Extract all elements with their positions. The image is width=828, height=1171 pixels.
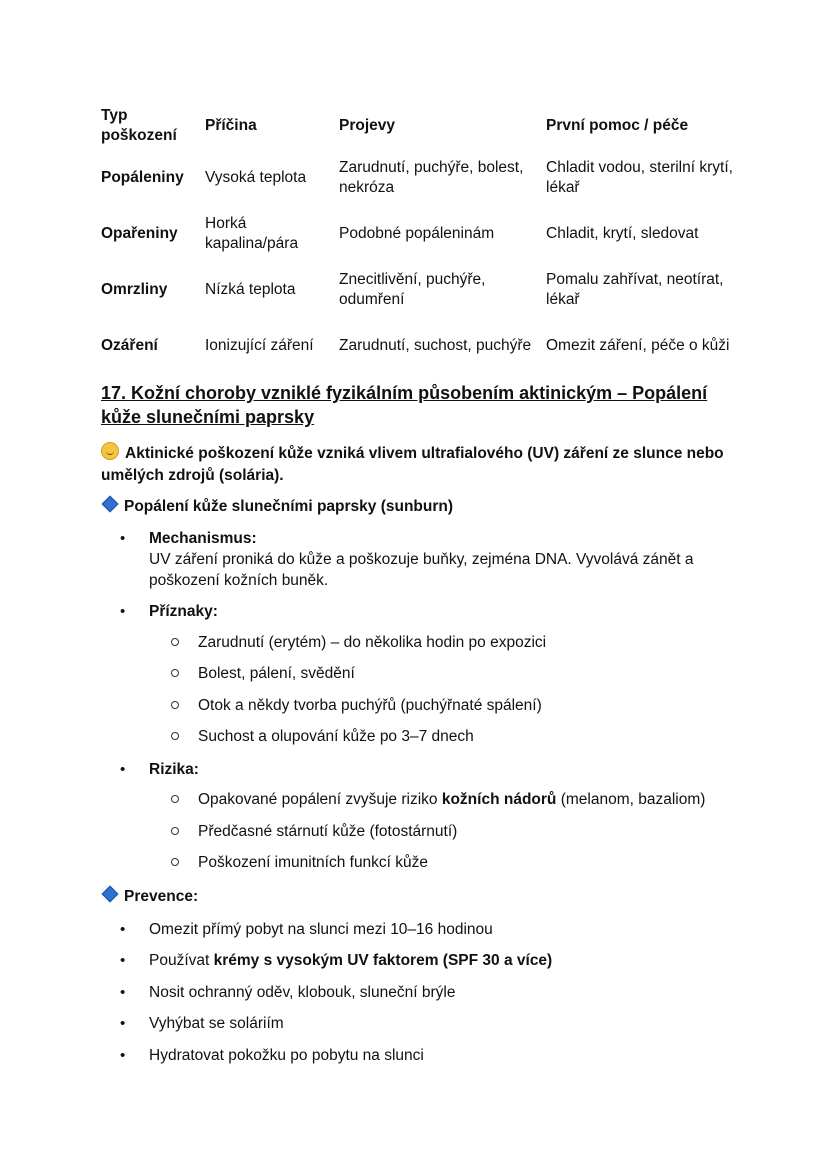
- diamond-icon: [102, 496, 119, 513]
- table-cell: Omezit záření, péče o kůži: [546, 337, 730, 354]
- bullet-icon: •: [120, 603, 126, 620]
- circle-bullet-icon: [171, 638, 179, 646]
- bullet-icon: •: [120, 530, 126, 547]
- circle-bullet-icon: [171, 732, 179, 740]
- table-row: [101, 318, 741, 374]
- subsection-title: Popálení kůže slunečními paprsky (sunburn): [124, 498, 454, 515]
- table-cell: Zarudnutí, puchýře, bolest, nekróza: [339, 159, 524, 196]
- item-text: UV záření proniká do kůže a poškozuje buňky, zejména DNA. Vyvolává zánět a poškození kožních buněk.: [149, 551, 694, 589]
- document-page: Typ poškození Příčina Projevy První pomoc / péče Popáleniny Vysoká teplota Zarudnutí, puchýře, bolest, nekróza Chladit vodou, sterilní krytí, lékař Opařeniny Horká kapalina/pára Podobné popáleninám Chladit, krytí, sledovat Omrzliny Nízká teplota Znecitlivění, puchýře, odumření Pomalu zahřívat, neotírat, lékař Ozáření Ionizující záření Zarudnutí, suchost, puchýře Omezit záření, péče o kůži 17. Kožní choroby vzniklé fyzikálním působením aktinickým – Popálení kůže slunečními paprsky Aktinické poškození kůže vzniká vlivem ultrafialového (UV) záření ze slunce nebo umělých zdrojů (solária). Popálení kůže slunečními paprsky (sunburn) • Mechanismus: UV záření proniká do kůže a poškozuje buňky, zejména DNA. Vyvolává zánět a poškození kožních buněk. • Příznaky: Zarudnutí (erytém) – do několika hodin po expozici Bolest, pálení, svědění Otok a někdy tvorba puchýřů (puchýřnaté spálení) Suchost a olupování kůže po 3–7 dnech • Rizika: Opakované popálení zvyšuje riziko kožních nádorů (melanom, bazaliom) Předčasné stárnutí kůže (fotostárnutí) Poškození imunitních funkcí kůže Prevence: • Omezit přímý pobyt na slunci mezi 10–16 hodinou • Používat krémy s vysokým UV faktorem (SPF 30 a více) • Nosit ochranný oděv, klobouk, sluneční brýle • Vyhýbat se soláriím • Hydratovat pokožku po pobytu na slunci: [0, 0, 828, 1171]
- item-label: Mechanismus:: [149, 530, 257, 547]
- bullet-icon: •: [120, 1015, 126, 1032]
- circle-bullet-icon: [171, 669, 179, 677]
- injury-table: [101, 102, 741, 374]
- circle-bullet-icon: [171, 858, 179, 866]
- table-cell: Horká kapalina/pára: [205, 215, 299, 252]
- intro-paragraph: [101, 442, 751, 487]
- table-cell: Pomalu zahřívat, neotírat, lékař: [546, 271, 724, 308]
- subsection-prevention: [101, 887, 198, 907]
- table-header-cell: Typ poškození: [101, 107, 177, 144]
- table-row: [101, 150, 741, 206]
- table-cell: Podobné popáleninám: [339, 225, 495, 242]
- intro-text: Aktinické poškození kůže vzniká vlivem ultrafialového (UV) záření ze slunce nebo umělých zdrojů (solária).: [101, 445, 724, 484]
- table-row: [101, 206, 741, 262]
- bullet-icon: •: [120, 761, 126, 778]
- section-heading: 17. Kožní choroby vzniklé fyzikálním působením aktinickým – Popálení kůže slunečními paprsky: [101, 383, 708, 427]
- subsection-sunburn: [101, 497, 453, 517]
- table-header-cell: První pomoc / péče: [546, 117, 689, 134]
- bullet-icon: •: [120, 952, 126, 969]
- item-label: Rizika:: [149, 761, 199, 778]
- table-cell: Zarudnutí, suchost, puchýře: [339, 337, 532, 354]
- table-header-cell: Příčina: [205, 117, 257, 134]
- table-cell: Ionizující záření: [205, 337, 314, 354]
- table-cell: Opařeniny: [101, 225, 178, 242]
- table-cell: Chladit vodou, sterilní krytí, lékař: [546, 159, 733, 196]
- table-cell: Vysoká teplota: [205, 169, 307, 186]
- circle-bullet-icon: [171, 701, 179, 709]
- table-cell: Chladit, krytí, sledovat: [546, 225, 699, 242]
- bullet-icon: •: [120, 1047, 126, 1064]
- table-header-cell: Projevy: [339, 117, 396, 134]
- subsection-title: Prevence:: [124, 888, 199, 905]
- table-cell: Ozáření: [101, 337, 158, 354]
- table-header-row: [101, 102, 741, 150]
- bullet-icon: •: [120, 984, 126, 1001]
- sun-icon: [101, 442, 119, 460]
- circle-bullet-icon: [171, 827, 179, 835]
- table-cell: Znecitlivění, puchýře, odumření: [339, 271, 486, 308]
- circle-bullet-icon: [171, 795, 179, 803]
- item-label: Příznaky:: [149, 603, 218, 620]
- table-row: [101, 262, 741, 318]
- table-cell: Popáleniny: [101, 169, 184, 186]
- table-cell: Omrzliny: [101, 281, 168, 298]
- diamond-icon: [102, 886, 119, 903]
- bullet-icon: •: [120, 921, 126, 938]
- table-cell: Nízká teplota: [205, 281, 296, 298]
